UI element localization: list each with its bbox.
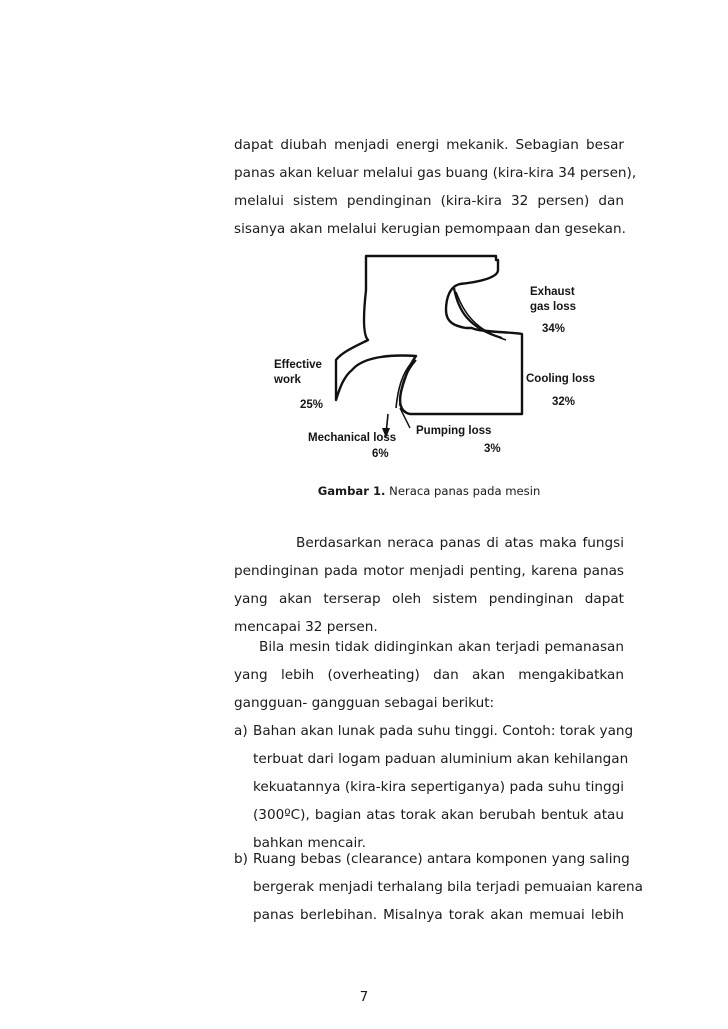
effective-work-label: work [274, 374, 301, 386]
list-marker: b) [234, 851, 248, 867]
caption-text: Neraca panas pada mesin [389, 484, 541, 498]
heat-balance-figure [260, 248, 622, 472]
exhaust-label: Exhaust [530, 286, 575, 298]
text-line: Bila mesin tidak didinginkan akan terjadi pemanasan [259, 639, 624, 655]
page-number: 7 [359, 989, 369, 1005]
text-line: terbuat dari logam paduan aluminium akan kehilangan [253, 751, 629, 767]
effective-work-percent: 25% [300, 399, 324, 411]
list-marker: a) [234, 723, 248, 739]
text-line: gangguan- gangguan sebagai berikut: [234, 695, 495, 711]
text-line: mencapai 32 persen. [234, 619, 378, 635]
exhaust-percent: 34% [542, 323, 566, 335]
cooling-loss-label: Cooling loss [526, 373, 595, 385]
text-line: yang akan terserap oleh sistem pendinginan dapat [234, 591, 624, 607]
caption-number: Gambar 1. [317, 484, 386, 498]
heat-balance-diagram [260, 248, 622, 472]
text-line: dapat diubah menjadi energi mekanik. Sebagian besar [234, 137, 624, 153]
text-line: bahkan mencair. [253, 835, 366, 851]
text-line: yang lebih (overheating) dan akan mengakibatkan [234, 667, 624, 683]
text-line: melalui sistem pendinginan (kira-kira 32 persen) dan [234, 193, 624, 209]
mechanical-loss-label: Mechanical loss [308, 432, 397, 444]
text-line: panas akan keluar melalui gas buang (kira-kira 34 persen), [234, 165, 637, 181]
cooling-loss-percent: 32% [552, 396, 576, 408]
text-line: Bahan akan lunak pada suhu tinggi. Contoh: torak yang [253, 723, 634, 739]
text-line: pendinginan pada motor menjadi penting, karena panas [234, 563, 624, 579]
mechanical-loss-percent: 6% [372, 448, 389, 460]
effective-work-label: Effective [274, 359, 322, 371]
text-line: panas berlebihan. Misalnya torak akan memuai lebih [253, 907, 624, 923]
text-line: Ruang bebas (clearance) antara komponen yang saling [253, 851, 630, 867]
text-line: Berdasarkan neraca panas di atas maka fungsi [296, 535, 624, 551]
text-line: sisanya akan melalui kerugian pemompaan dan gesekan. [234, 221, 626, 237]
figure-caption [234, 484, 624, 498]
exhaust-label: gas loss [530, 301, 577, 313]
pumping-loss-label: Pumping loss [416, 425, 492, 437]
pumping-loss-percent: 3% [484, 443, 501, 455]
text-line: (300ºC), bagian atas torak akan berubah bentuk atau [253, 807, 624, 823]
text-line: bergerak menjadi terhalang bila terjadi pemuaian karena [253, 879, 643, 895]
text-line: kekuatannya (kira-kira sepertiganya) pada suhu tinggi [253, 779, 624, 795]
